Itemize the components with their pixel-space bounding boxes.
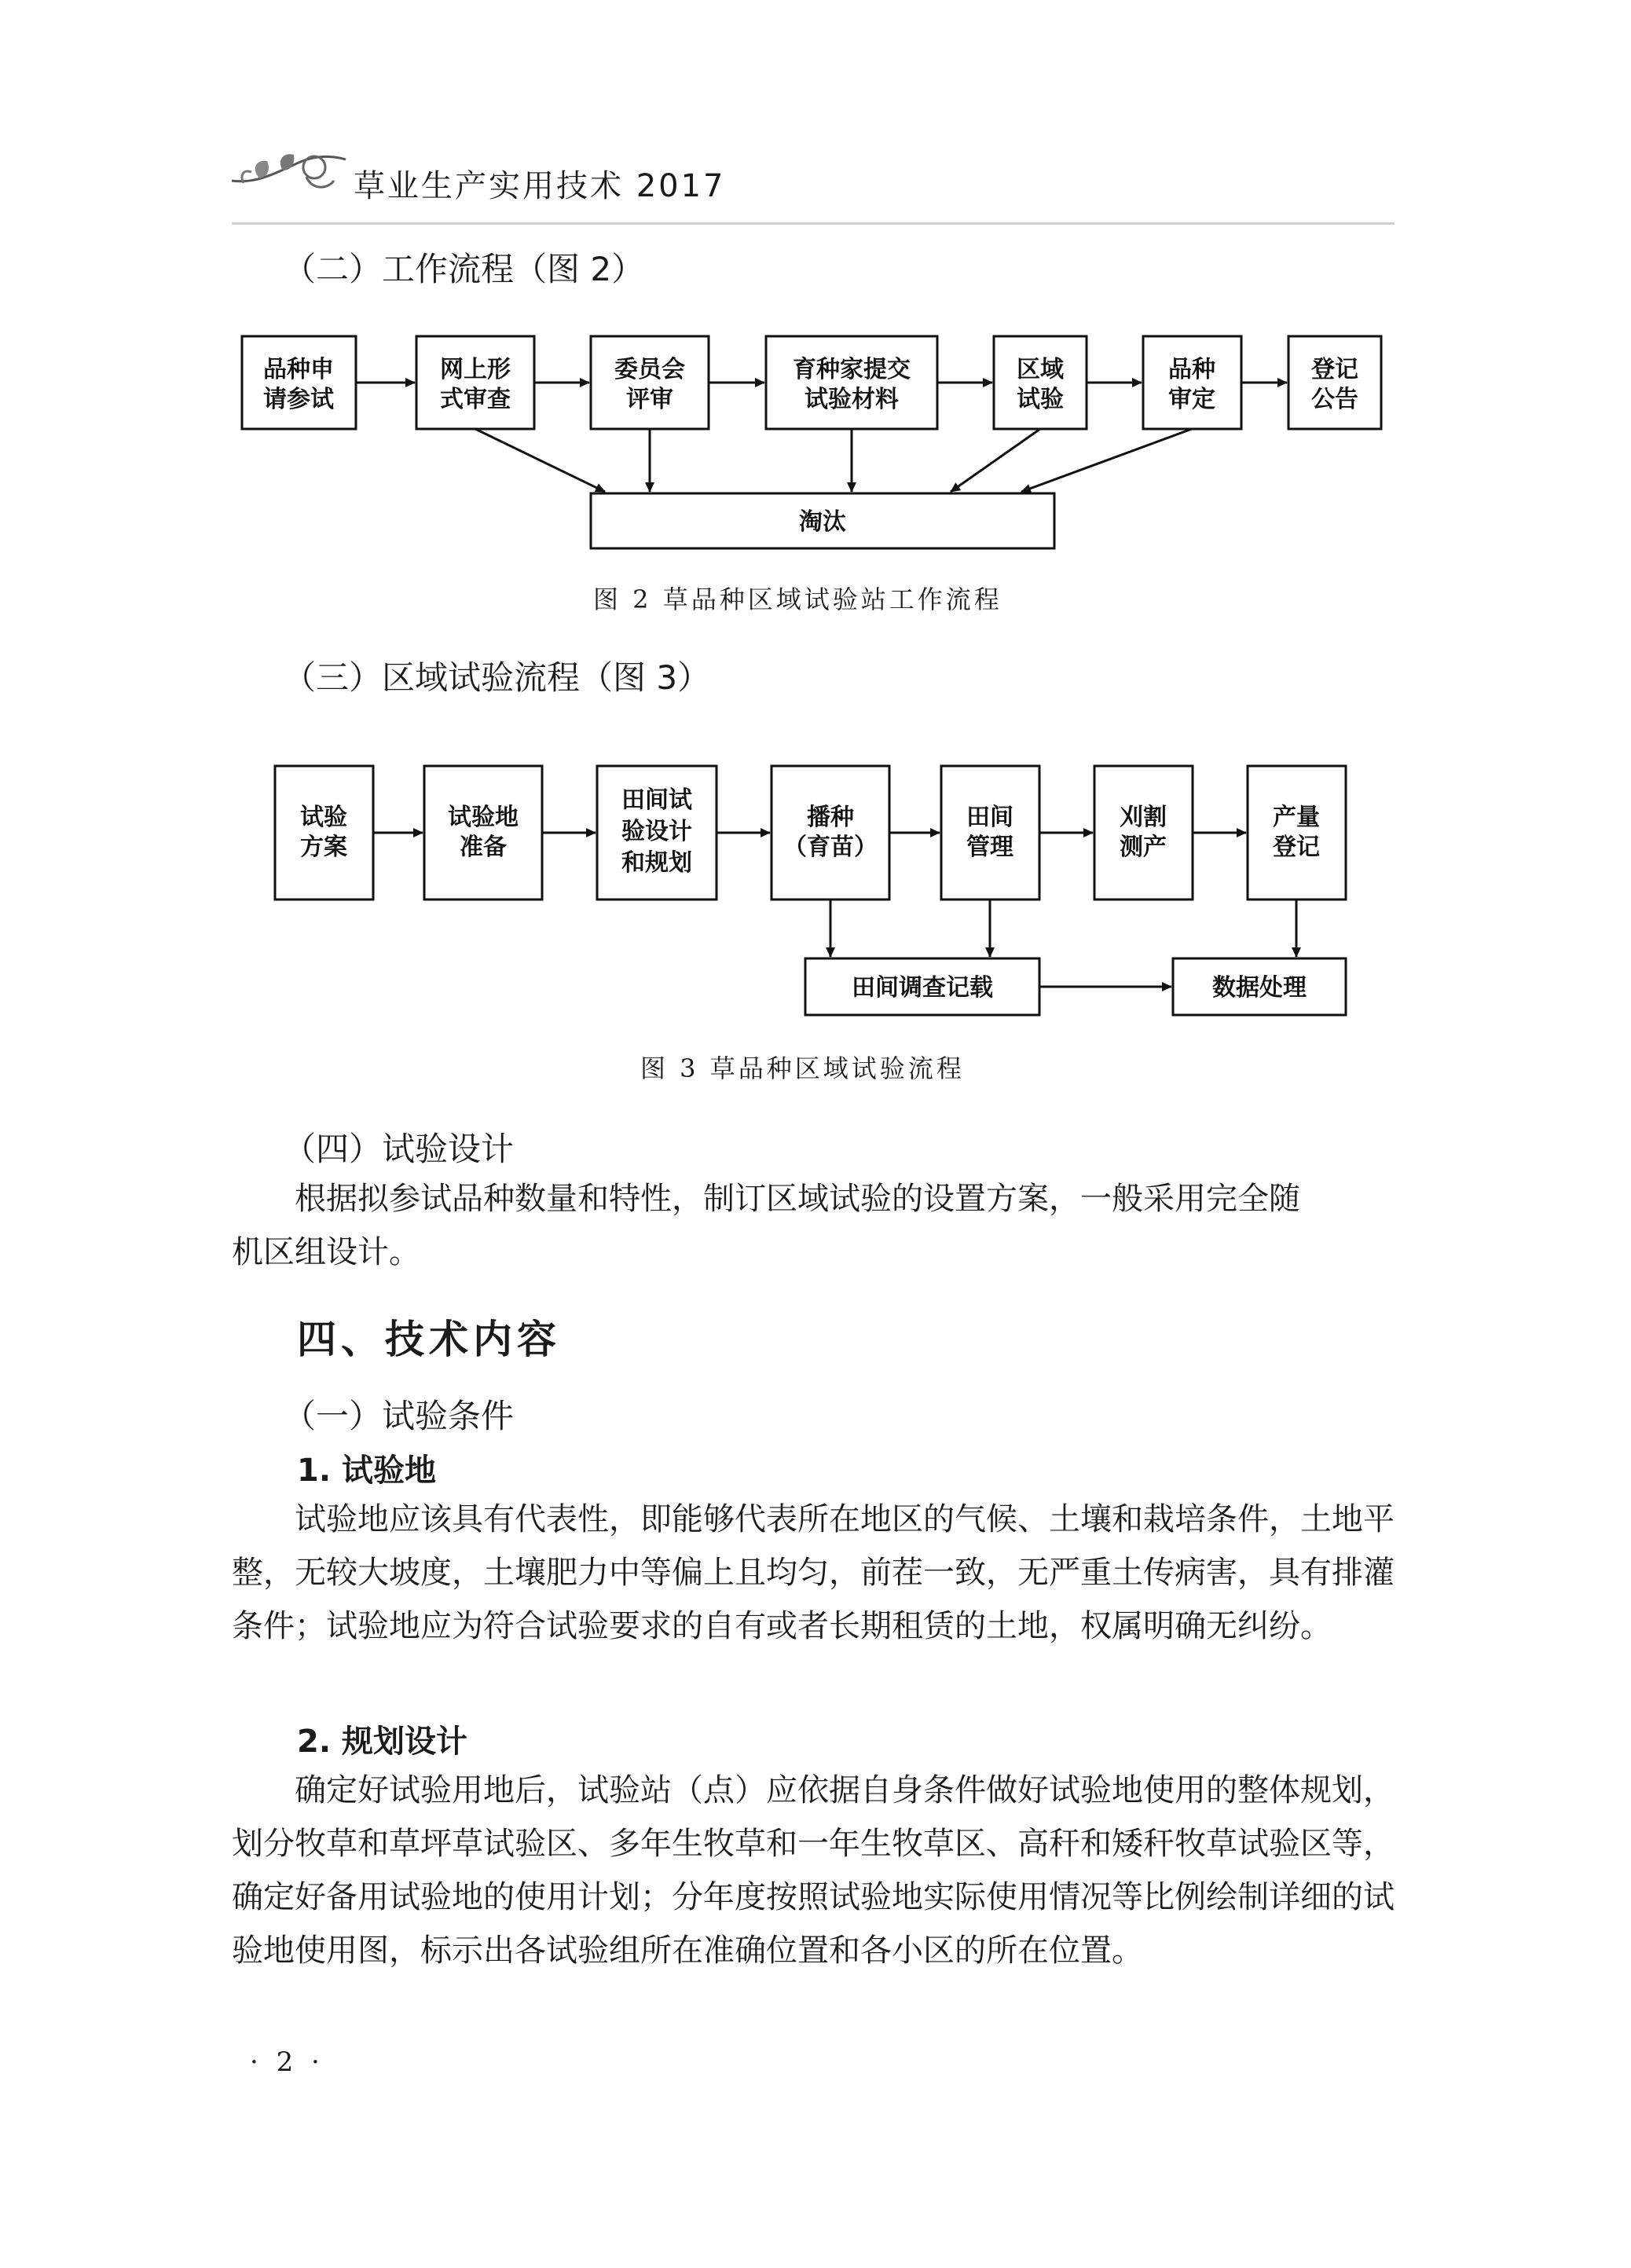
fig3-box-5-line-1: 田间	[966, 804, 1013, 831]
fig2-box-3-line-1: 委员会	[614, 356, 685, 383]
subsection-heading-conditions: （一）试验条件	[283, 1397, 515, 1435]
fig3-box-6-line-1: 刈割	[1120, 804, 1167, 831]
trial-design-line-1: 根据拟参试品种数量和特性，制订区域试验的设置方案，一般采用完全随	[295, 1181, 1300, 1217]
fig3-box-5	[941, 766, 1039, 900]
fig3-box-1	[275, 766, 373, 900]
fig2-box-2-line-2: 式审查	[440, 386, 511, 413]
fig3-box-1-line-1: 试验	[300, 804, 347, 831]
section-heading-trial-design: （四）试验设计	[283, 1130, 515, 1168]
fig3-box-2	[424, 766, 542, 900]
figure-2-caption: 图 2 草品种区域试验站工作流程	[593, 584, 1002, 614]
item-1-title: 1. 试验地	[297, 1453, 436, 1489]
fig2-box-3-line-2: 评审	[626, 386, 673, 413]
section-heading-workflow: （二）工作流程（图 2）	[283, 250, 645, 288]
fig2-box-7-line-1: 登记	[1311, 356, 1358, 383]
fig2-box-6-line-2: 审定	[1168, 386, 1215, 413]
item-1-paragraph	[232, 1493, 1395, 1653]
item-1-text: 试验地应该具有代表性，即能够代表所在地区的气候、土壤和栽培条件，土地平整，无较大坡度，土壤肥力中等偏上且均匀，前茬一致，无严重土传病害，具有排灌条件；试验地应为符合试验要求的自有或者长期租赁的土地，权属明确无纠纷。	[232, 1501, 1395, 1644]
fig2-box-5-line-1: 区域	[1017, 356, 1064, 383]
fig3-box-4-line-2: （育苗）	[783, 834, 878, 861]
fig2-box-6-line-1: 品种	[1168, 356, 1215, 383]
fig3-box-6	[1094, 766, 1193, 900]
fig3-box-4-line-1: 播种	[807, 804, 854, 831]
trial-design-line-2: 机区组设计。	[232, 1234, 420, 1270]
fig2-box-1-line-1: 品种申	[263, 356, 334, 383]
fig3-box-3-line-1: 田间试	[621, 786, 692, 814]
fig2-box-7-line-2: 公告	[1311, 386, 1358, 413]
fig3-box-7-line-2: 登记	[1273, 834, 1320, 861]
fig2-box-2-line-1: 网上形	[440, 356, 511, 383]
fig3-box-3-line-3: 和规划	[621, 849, 692, 877]
fig2-box-1-line-2: 请参试	[263, 386, 334, 413]
fig3-box-2-line-1: 试验地	[448, 804, 519, 831]
header-ornament-icon	[228, 137, 354, 200]
fig3-bottom-right-label: 数据处理	[1212, 974, 1307, 1002]
section-heading-regional-trial: （三）区域试验流程（图 3）	[283, 658, 711, 697]
item-2-text: 确定好试验用地后，试验站（点）应依据自身条件做好试验地使用的整体规划，划分牧草和草坪草试验区、多年生牧草和一年生牧草区、高秆和矮秆牧草试验区等，确定好备用试验地的使用计划；分年度按照试验地实际使用情况等比例绘制详细的试验地使用图，标示出各试验组所在准确位置和各小区的所在位置。	[232, 1772, 1395, 1969]
fig3-box-5-line-2: 管理	[966, 834, 1013, 861]
header-rule	[232, 222, 1395, 225]
fig3-box-7	[1248, 766, 1346, 900]
fig2-box-4-line-1: 育种家提交	[793, 356, 911, 383]
chapter-heading: 四、技术内容	[297, 1317, 561, 1362]
fig3-box-1-line-2: 方案	[300, 834, 347, 861]
fig2-box-4-line-2: 试验材料	[805, 386, 899, 413]
fig3-box-3-line-2: 验设计	[621, 818, 692, 845]
fig2-box-5-line-2: 试验	[1017, 386, 1064, 413]
fig3-box-4	[772, 766, 889, 900]
running-header: 草业生产实用技术 2017	[354, 168, 726, 204]
trial-design-paragraph	[232, 1172, 1395, 1279]
fig3-box-6-line-2: 测产	[1120, 834, 1167, 861]
figure-2-flowchart	[236, 330, 1398, 566]
figure-3-flowchart	[259, 754, 1375, 1029]
fig3-box-2-line-2: 准备	[460, 834, 507, 861]
item-2-title: 2. 规划设计	[297, 1724, 467, 1760]
fig3-box-7-line-1: 产量	[1273, 804, 1320, 831]
figure-3-caption: 图 3 草品种区域试验流程	[640, 1053, 965, 1083]
page-number: · 2 ·	[250, 2046, 324, 2078]
item-2-paragraph	[232, 1764, 1395, 1977]
fig3-bottom-left-label: 田间调查记载	[852, 974, 993, 1002]
fig2-bottom-label: 淘汰	[799, 508, 846, 536]
